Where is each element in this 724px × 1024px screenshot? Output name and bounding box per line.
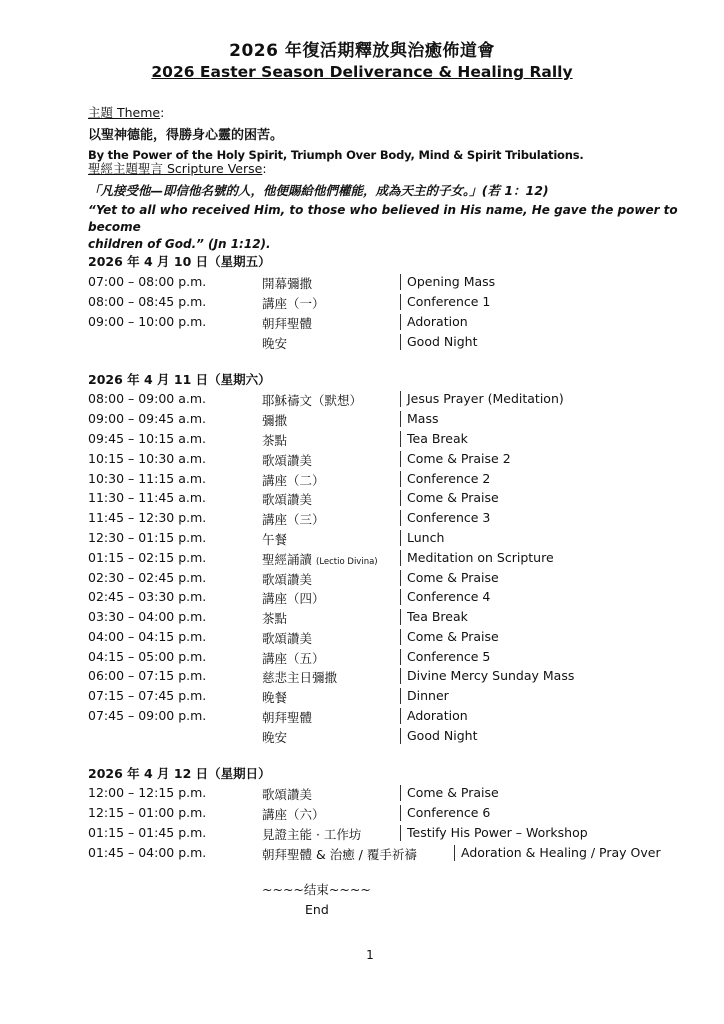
item-english: Tea Break xyxy=(400,431,468,447)
schedule-row xyxy=(88,629,708,649)
item-chinese: 歌頌讚美 xyxy=(262,572,313,587)
time: 10:30 – 11:15 a.m. xyxy=(88,471,206,486)
schedule-row xyxy=(88,490,708,510)
time: 12:30 – 01:15 p.m. xyxy=(88,530,207,545)
time: 12:00 – 12:15 p.m. xyxy=(88,785,207,800)
schedule-row xyxy=(88,431,708,451)
time: 01:15 – 02:15 p.m. xyxy=(88,550,207,565)
schedule-row xyxy=(88,274,708,294)
time: 08:00 – 08:45 p.m. xyxy=(88,294,207,309)
item-english: Conference 3 xyxy=(400,510,490,526)
schedule-row xyxy=(88,294,708,314)
schedule-row xyxy=(88,550,708,570)
schedule-row xyxy=(88,688,708,708)
time: 07:45 – 09:00 p.m. xyxy=(88,708,207,723)
item-english: Conference 4 xyxy=(400,589,490,605)
schedule-row xyxy=(88,510,708,530)
item-english: Mass xyxy=(400,411,438,427)
item-chinese: 講座（五） xyxy=(262,651,325,666)
item-chinese: 講座（六） xyxy=(262,807,325,822)
time: 04:15 – 05:00 p.m. xyxy=(88,649,207,664)
scripture-text-english-line-2: children of God.” (Jn 1:12). xyxy=(88,237,271,251)
item-english: Adoration xyxy=(400,314,468,330)
page-number: 1 xyxy=(366,948,374,962)
scripture-section xyxy=(88,159,688,253)
time: 11:30 – 11:45 a.m. xyxy=(88,490,206,505)
theme-text-chinese: 以聖神德能，得勝身心靈的困苦。 xyxy=(88,128,284,143)
item-english: Opening Mass xyxy=(400,274,495,290)
page-title-chinese: 2026 年復活期釋放與治癒佈道會 xyxy=(229,41,495,61)
item-english: Conference 6 xyxy=(400,805,490,821)
schedule-row xyxy=(88,805,708,825)
item-english: Divine Mercy Sunday Mass xyxy=(400,668,574,684)
item-english: Tea Break xyxy=(400,609,468,625)
item-english: Dinner xyxy=(400,688,449,704)
item-chinese: 晚餐 xyxy=(262,690,288,705)
schedule-row xyxy=(88,845,708,865)
schedule-row xyxy=(88,649,708,669)
item-english: Come & Praise xyxy=(400,490,499,506)
item-chinese: 茶點 xyxy=(262,611,288,626)
item-english: Good Night xyxy=(400,334,477,350)
schedule-row xyxy=(88,708,708,728)
schedule-row xyxy=(88,411,708,431)
item-english: Come & Praise 2 xyxy=(400,451,511,467)
time: 06:00 – 07:15 p.m. xyxy=(88,668,207,683)
time: 03:30 – 04:00 p.m. xyxy=(88,609,207,624)
time: 02:30 – 02:45 p.m. xyxy=(88,570,207,585)
day-heading-friday: 2026 年 4 月 10 日（星期五） xyxy=(88,254,271,269)
schedule-row xyxy=(88,570,708,590)
item-chinese: 朝拜聖體 & 治癒 / 覆手祈禱 xyxy=(262,847,417,862)
schedule-row xyxy=(88,589,708,609)
item-english: Meditation on Scripture xyxy=(400,550,554,566)
item-english: Adoration xyxy=(400,708,468,724)
item-english: Conference 1 xyxy=(400,294,490,310)
theme-section xyxy=(88,103,688,162)
item-english: Conference 2 xyxy=(400,471,490,487)
time: 01:45 – 04:00 p.m. xyxy=(88,845,207,860)
item-chinese: 晚安 xyxy=(262,336,288,351)
theme-label: 主題 Theme: xyxy=(88,105,165,120)
schedule-row xyxy=(88,451,708,471)
schedule-row xyxy=(88,825,708,845)
time: 12:15 – 01:00 p.m. xyxy=(88,805,207,820)
day-heading-sunday: 2026 年 4 月 12 日（星期日） xyxy=(88,766,271,781)
item-english: Testify His Power – Workshop xyxy=(400,825,588,841)
schedule-row xyxy=(88,471,708,491)
item-chinese: 耶穌禱文（默想） xyxy=(262,393,363,408)
item-chinese: 歌頌讚美 xyxy=(262,787,313,802)
item-chinese: 講座（一） xyxy=(262,296,325,311)
item-chinese-note: (Lectio Divina) xyxy=(316,557,378,567)
schedule-row xyxy=(88,785,708,805)
time: 09:45 – 10:15 a.m. xyxy=(88,431,206,446)
item-chinese: 晚安 xyxy=(262,730,288,745)
schedule-row xyxy=(88,668,708,688)
item-english: Come & Praise xyxy=(400,785,499,801)
schedule-row xyxy=(88,391,708,411)
schedule-row xyxy=(88,334,708,354)
item-chinese: 午餐 xyxy=(262,532,288,547)
item-chinese: 茶點 xyxy=(262,433,288,448)
time: 07:15 – 07:45 p.m. xyxy=(88,688,207,703)
item-chinese: 朝拜聖體 xyxy=(262,710,313,725)
schedule-row xyxy=(88,314,708,334)
item-chinese: 歌頌讚美 xyxy=(262,631,313,646)
scripture-text-english-line-1: “Yet to all who received Him, to those who believed in His name, He gave the power to become xyxy=(88,203,678,234)
item-english: Come & Praise xyxy=(400,570,499,586)
item-english: Conference 5 xyxy=(400,649,490,665)
item-chinese: 歌頌讚美 xyxy=(262,492,313,507)
time: 08:00 – 09:00 a.m. xyxy=(88,391,206,406)
theme-text-english: By the Power of the Holy Spirit, Triumph Over Body, Mind & Spirit Tribulations. xyxy=(88,148,584,162)
item-chinese: 見證主能 · 工作坊 xyxy=(262,827,362,842)
item-chinese: 聖經誦讀 (Lectio Divina) xyxy=(262,552,378,567)
page-title-english: 2026 Easter Season Deliverance & Healing Rally xyxy=(151,63,573,81)
item-chinese: 講座（三） xyxy=(262,512,325,527)
item-chinese: 講座（四） xyxy=(262,591,325,606)
scripture-text-chinese: 「凡接受他—即信他名號的人，他便賜給他們權能，成為天主的子女。」(若 1：12) xyxy=(88,183,549,198)
item-english: Good Night xyxy=(400,728,477,744)
item-chinese: 開幕彌撒 xyxy=(262,276,313,291)
ending-english: End xyxy=(305,902,329,917)
schedule-row xyxy=(88,609,708,629)
time: 04:00 – 04:15 p.m. xyxy=(88,629,207,644)
time: 02:45 – 03:30 p.m. xyxy=(88,589,207,604)
item-chinese: 慈悲主日彌撒 xyxy=(262,670,338,685)
item-chinese: 歌頌讚美 xyxy=(262,453,313,468)
day-heading-saturday: 2026 年 4 月 11 日（星期六） xyxy=(88,372,271,387)
ending-chinese: ~~~~结束~~~~ xyxy=(262,882,371,897)
item-chinese: 講座（二） xyxy=(262,473,325,488)
time: 09:00 – 10:00 p.m. xyxy=(88,314,207,329)
time: 01:15 – 01:45 p.m. xyxy=(88,825,207,840)
item-chinese: 朝拜聖體 xyxy=(262,316,313,331)
time: 11:45 – 12:30 p.m. xyxy=(88,510,207,525)
item-english: Adoration & Healing / Pray Over xyxy=(454,845,661,861)
item-english: Jesus Prayer (Meditation) xyxy=(400,391,564,407)
schedule-row xyxy=(88,728,708,748)
item-english: Come & Praise xyxy=(400,629,499,645)
schedule-row xyxy=(88,530,708,550)
scripture-label: 聖經主題聖言 Scripture Verse: xyxy=(88,161,267,176)
time: 07:00 – 08:00 p.m. xyxy=(88,274,207,289)
item-chinese: 彌撒 xyxy=(262,413,288,428)
time: 10:15 – 10:30 a.m. xyxy=(88,451,206,466)
item-english: Lunch xyxy=(400,530,444,546)
time: 09:00 – 09:45 a.m. xyxy=(88,411,206,426)
